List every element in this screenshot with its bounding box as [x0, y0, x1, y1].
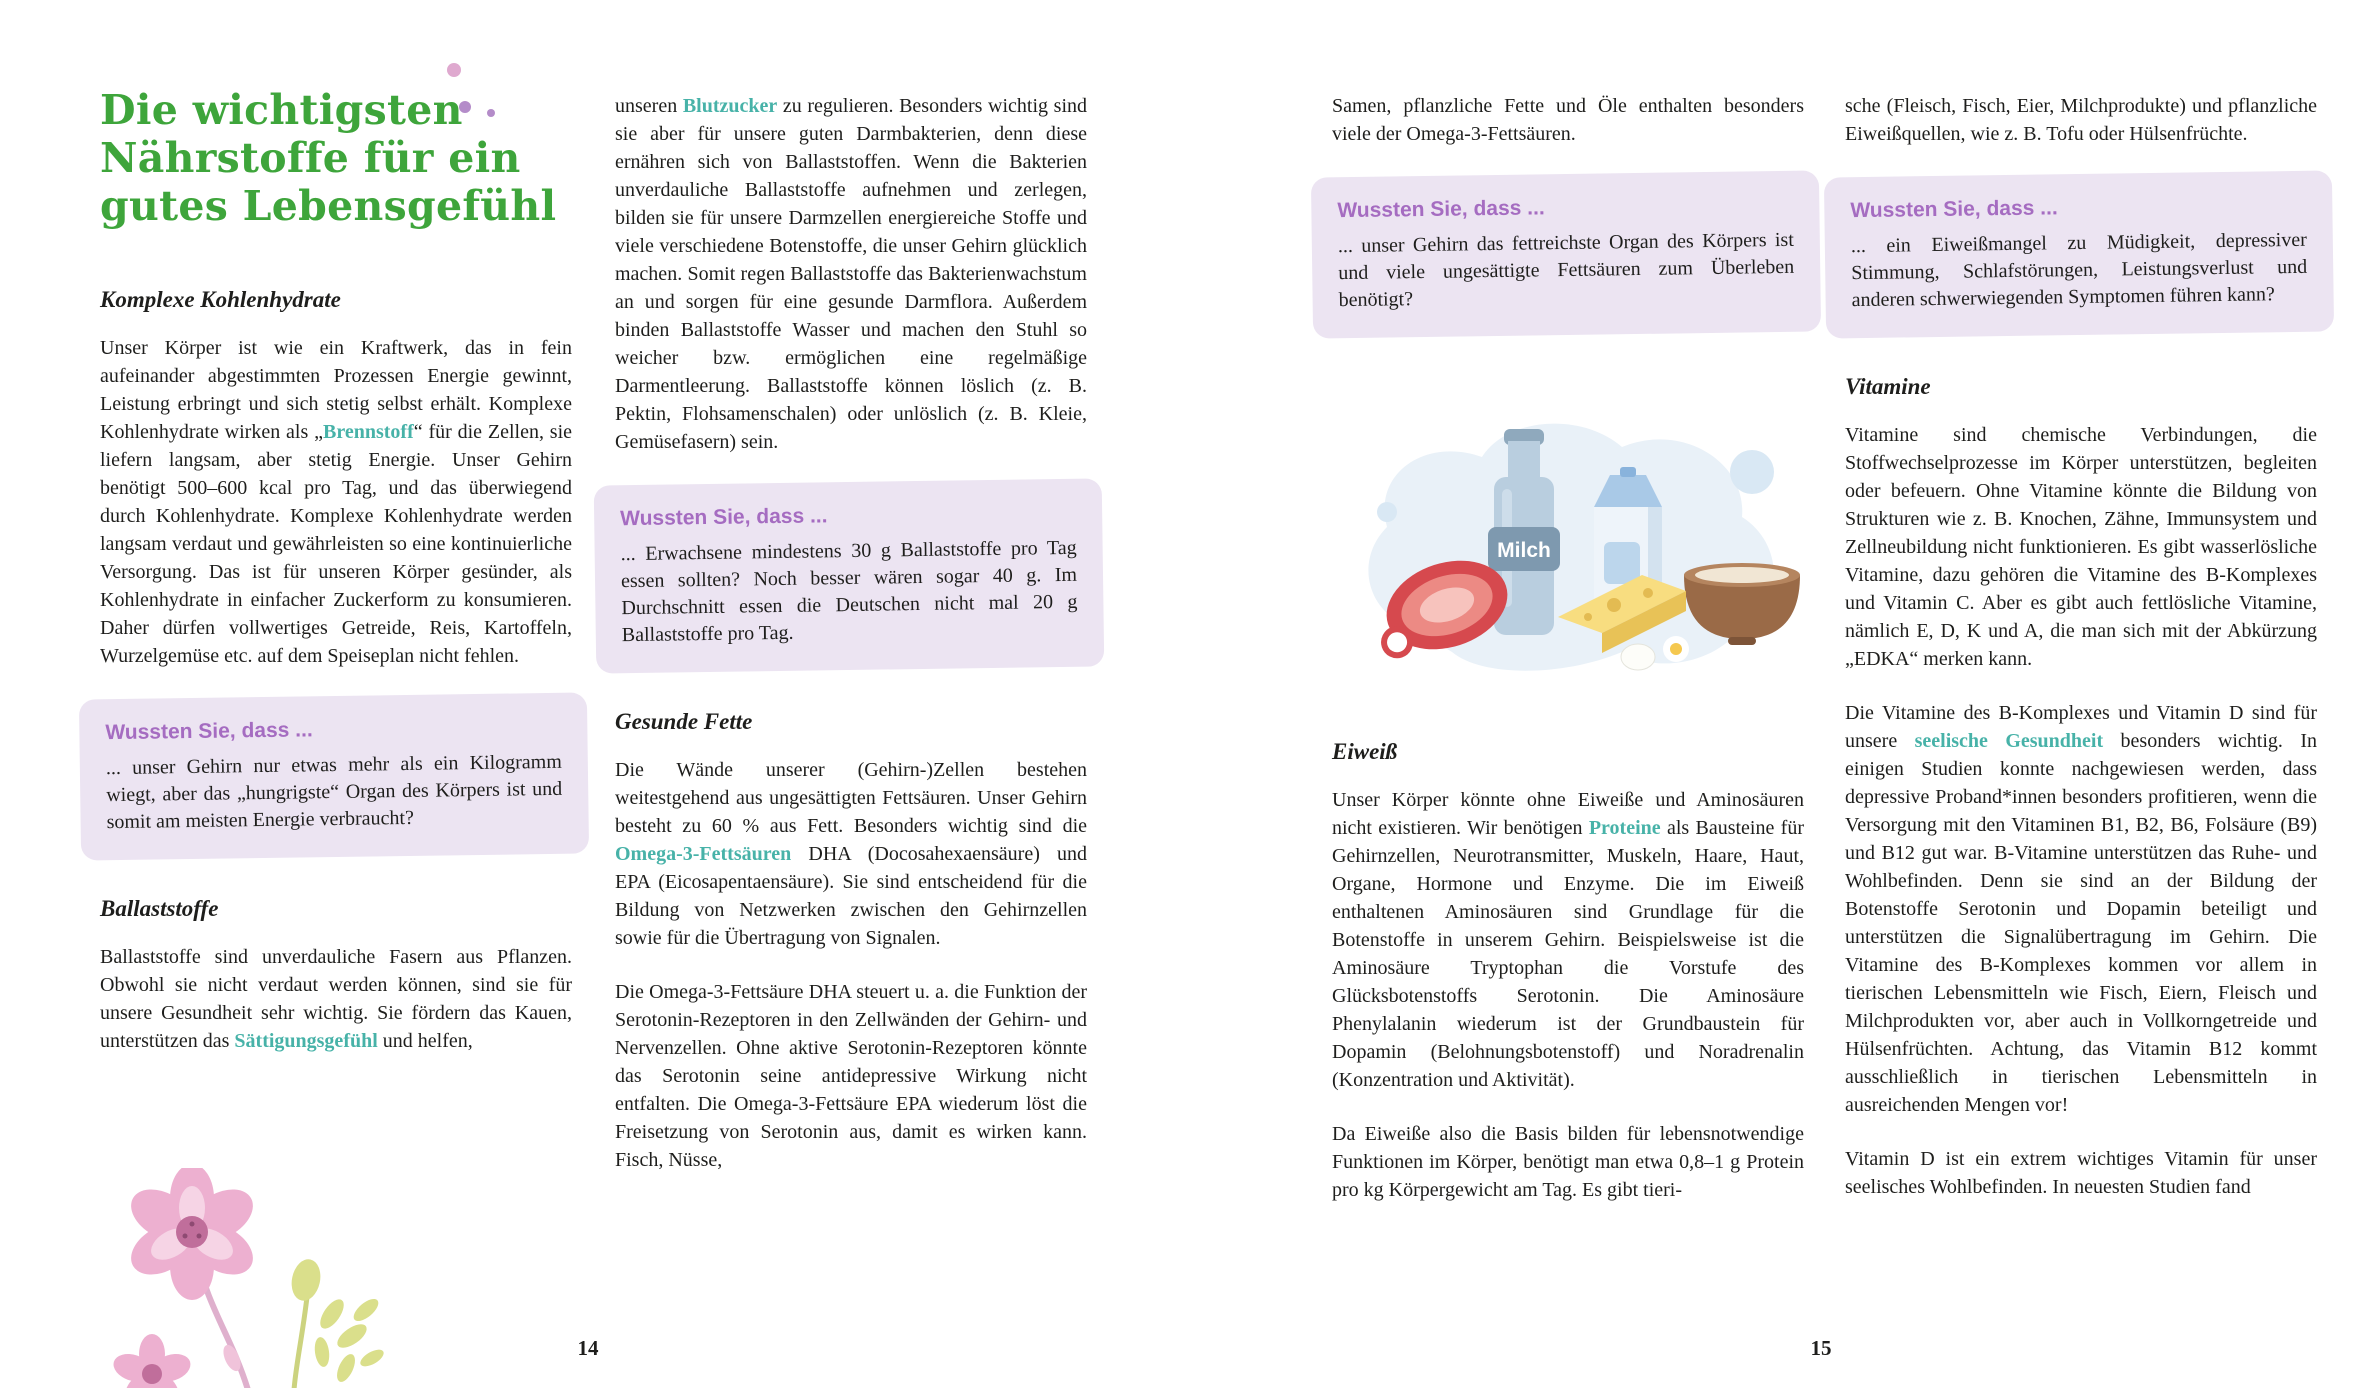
info-box-heading: Wussten Sie, dass ...: [1337, 196, 1545, 223]
paragraph-b-vitamins: [1845, 699, 2317, 1119]
food-illustration: [1332, 377, 1804, 692]
info-box-body: ... unser Gehirn nur etwas mehr als ein Kilogramm wiegt, aber das „hungrigste“ Organ des Körpers ist und somit am meisten Energie verbraucht?: [105, 750, 563, 834]
text-run: und helfen,: [377, 1030, 473, 1052]
text-run: Die Omega-3-Fettsäure DHA steuert u. a. die Funktion der Serotonin-Rezeptoren in den Zellwänden der Gehirn- und Nervenzellen. Ohne aktive Serotonin-Rezeptoren könnte das Serotonin seine antidepressive Wirkung nicht entfalten. Die Omega-3-Fettsäure EPA wiederum löst die Freisetzung von Serotonin aus, damit es wirken kann. Fisch, Nüsse,: [615, 981, 1087, 1171]
highlighted-term: seelische Gesundheit: [1914, 730, 2104, 752]
text-run: Samen, pflanzliche Fette und Öle enthalten besonders viele der Omega-3-Fettsäuren.: [1332, 95, 1804, 145]
column-2: [615, 92, 1087, 1200]
text-run: DHA (Docosahexaensäure) und EPA (Eicosapentaensäure). Sie sind entscheidend für die Bildung von Netzwerken zwischen den Gehirnzellen sowie für die Übertragung von Signalen.: [615, 843, 1087, 949]
text-run: Vitamin D ist ein extrem wichtiges Vitamin für unser seelisches Wohlbefinden. In neuesten Studien fand: [1845, 1148, 2317, 1198]
text-run: Ballaststoffe sind unverdauliche Fasern aus Pflanzen. Obwohl sie nicht verdaut werden können, sind sie für unsere Gesundheit sehr wichtig. Sie fördern das Kauen, unterstützen das: [100, 946, 572, 1052]
paragraph-fiber-continued: [615, 92, 1087, 456]
title-line-3: gutes Lebensgefühl: [100, 182, 557, 230]
paragraph-carbohydrates: [100, 334, 572, 670]
column-3: [1332, 92, 1804, 1230]
section-heading-komplexe-kohlenhydrate: Komplexe Kohlenhydrate: [100, 287, 341, 312]
text-run: Vitamine sind chemische Verbindungen, die Stoffwechselprozesse im Körper unterstützen, begleiten oder befeuern. Ohne Vitamine könnte die Bildung von Strukturen wie z. B. Knochen, Zähne, Immunsystem und Zellneubildung nicht funktionieren. Es gibt wasserlösliche Vitamine, dazu gehören die Vitamine des B-Komplexes und Vitamin C. Aber es gibt auch fettlösliche Vitamine, nämlich E, D, K und A, die man sich mit der Abkürzung „EDKA“ merken kann.: [1845, 424, 2317, 670]
paragraph-protein-needs: [1332, 1120, 1804, 1204]
paragraph-vitamin-d: [1845, 1145, 2317, 1201]
text-run: Unser Körper könnte ohne Eiweiße und Aminosäuren nicht existieren. Wir benötigen: [1332, 789, 1804, 839]
info-box-body: ... ein Eiweißmangel zu Müdigkeit, depressiver Stimmung, Schlafstörungen, Leistungsverlust und anderen schwerwiegenden Symptomen führen kann?: [1850, 228, 2308, 312]
text-run: “ für die Zellen, sie liefern langsam, aber stetig Energie. Unser Gehirn benötigt 500–600 kcal pro Tag, und das überwiegend durch Kohlenhydrate. Komplexe Kohlenhydrate werden langsam verdaut und gewährleisten so eine kontinuierliche Versorgung. Das ist für unseren Körper gesünder, als Kohlenhydrate in einfacher Zuckerform zu konsumieren. Daher dürfen vollwertiges Getreide, Reis, Kartoffeln, Wurzelgemüse etc. auf dem Speiseplan nicht fehlen.: [100, 421, 572, 667]
paragraph-omega3: [615, 978, 1087, 1174]
column-4: [1845, 92, 2317, 1227]
title-line-1: Die wichtigsten: [100, 86, 463, 134]
paragraph-fiber-intro: [100, 943, 572, 1055]
paragraph-vitamins: [1845, 421, 2317, 673]
info-box-heading: Wussten Sie, dass ...: [1850, 196, 2058, 223]
text-run: Unser Körper ist wie ein Kraftwerk, das in fein aufeinander abgestimmten Prozessen Energie gewinnt, Leistung erbringt und sich stetig selbst erhält. Komplexe Kohlenhydrate wirken als „: [100, 337, 572, 443]
text-run: zu regulieren. Besonders wichtig sind sie aber für unsere guten Darmbakterien, denn diese ernähren sich von Ballaststoffen. Wenn die Bakterien unverdauliche Ballaststoffe aufnehmen und zerlegen, bilden sie für unsere Darmzellen energiereiche Stoffe und viele verschiedene Botenstoffe, die unser Gehirn glücklich machen. Somit regen Ballaststoffe das Bakterienwachstum an und sorgen für eine gesunde Darmflora. Außerdem binden Ballaststoffe Wasser und machen den Stuhl so weicher bzw. ermöglichen eine regelmäßige Darmentleerung. Ballaststoffe können löslich (z. B. Pektin, Flohsamenschalen) oder unlöslich (z. B. Kleie, Gemüsefasern) sein.: [615, 95, 1087, 453]
page-number-right: 15: [1810, 1336, 1832, 1360]
title-line-2: Nährstoffe für ein: [100, 134, 521, 182]
text-run: besonders wichtig. In einigen Studien konnte nachgewiesen werden, dass depressive Proband*innen besonders profitieren, wenn die Versorgung mit den Vitaminen B1, B2, B6, Folsäure (B9) und B12 gut war. B-Vitamine unterstützen das Ruhe- und Wohlbefinden. Denn sie sind an der Bildung der Botenstoffe Serotonin und Dopamin beteiligt und unterstützen die Signalübertragung im Gehirn. Die Vitamine des B-Komplexes kommen vor allem in tierischen Lebensmitteln wie Fisch, Eiern, Fleisch und Milchprodukten vor, aber auch in Vollkorngetreide und Hülsenfrüchten. Achtung, das Vitamin B12 kommt ausschließlich in tierischen Lebensmitteln in ausreichenden Mengen vor!: [1845, 730, 2317, 1116]
section-heading-eiweiss: Eiweiß: [1332, 739, 1398, 764]
highlighted-term: Proteine: [1588, 817, 1661, 839]
info-box-fatty-brain: [1311, 170, 1821, 338]
milk-bottle-label: Milch: [1497, 539, 1551, 562]
paragraph-protein-sources: [1845, 92, 2317, 148]
flower-illustration: [100, 1168, 420, 1388]
info-box-heading: Wussten Sie, dass ...: [105, 718, 313, 745]
section-heading-gesunde-fette: Gesunde Fette: [615, 709, 753, 734]
flower-bud: [288, 1257, 324, 1304]
paragraph-omega3-continued: [1332, 92, 1804, 148]
big-flower: [122, 1168, 262, 1300]
info-box-brain-weight: [79, 692, 589, 860]
text-run: als Bausteine für Gehirnzellen, Neurotransmitter, Muskeln, Haare, Haut, Organe, Hormone und Enzyme. Die im Eiweiß enthaltenen Aminosäuren sind Grundlage für die Botenstoffe in unserem Gehirn. Beispielsweise ist die Aminosäure Tryptophan die Vorstufe des Glücksbotenstoffs Serotonin. Die Aminosäure Phenylalanin wiederum ist der Grundbaustein für Dopamin (Belohnungsbotenstoff) und Noradrenalin (Konzentration und Aktivität).: [1332, 817, 1804, 1091]
section-heading-vitamine: Vitamine: [1845, 374, 1931, 399]
highlighted-term: Omega-3-Fettsäuren: [615, 843, 792, 865]
info-box-heading: Wussten Sie, dass ...: [620, 504, 828, 531]
info-box-fiber-amount: [594, 478, 1105, 673]
paragraph-protein: [1332, 786, 1804, 1094]
column-1: [100, 86, 572, 1081]
paragraph-healthy-fats: [615, 756, 1087, 952]
small-flower: [110, 1334, 194, 1388]
text-run: unseren: [615, 95, 683, 117]
section-heading-ballaststoffe: Ballaststoffe: [100, 896, 219, 921]
info-box-protein-deficiency: [1824, 170, 2334, 338]
highlighted-term: Blutzucker: [682, 95, 778, 117]
page-number-left: 14: [577, 1336, 599, 1360]
text-run: Da Eiweiße also die Basis bilden für lebensnotwendige Funktionen im Körper, benötigt man etwa 0,8–1 g Protein pro kg Körpergewicht am Tag. Es gibt tieri-: [1332, 1123, 1804, 1201]
text-run: Die Wände unserer (Gehirn-)Zellen bestehen weitestgehend aus ungesättigten Fettsäuren. Unser Gehirn besteht zu 60 % aus Fett. Besonders wichtig sind die: [615, 759, 1087, 837]
text-run: Die Vitamine des B-Komplexes und Vitamin D sind für unsere: [1845, 702, 2317, 752]
info-box-body: ... unser Gehirn das fettreichste Organ des Körpers ist und viele ungesättigte Fettsäuren zum Überleben benötigt?: [1337, 228, 1795, 312]
highlighted-term: Sättigungsgefühl: [234, 1030, 378, 1052]
text-run: sche (Fleisch, Fisch, Eier, Milchprodukte) und pflanzliche Eiweißquellen, wie z. B. Tofu oder Hülsenfrüchte.: [1845, 95, 2317, 145]
info-box-body: ... Erwachsene mindestens 30 g Ballaststoffe pro Tag essen sollten? Noch besser wären sogar 40 g. Im Durchschnitt essen die Deutschen nicht mal 20 g Ballaststoffe pro Tag.: [620, 536, 1078, 647]
page-title: [100, 86, 572, 230]
highlighted-term: Brennstoff: [322, 421, 414, 443]
